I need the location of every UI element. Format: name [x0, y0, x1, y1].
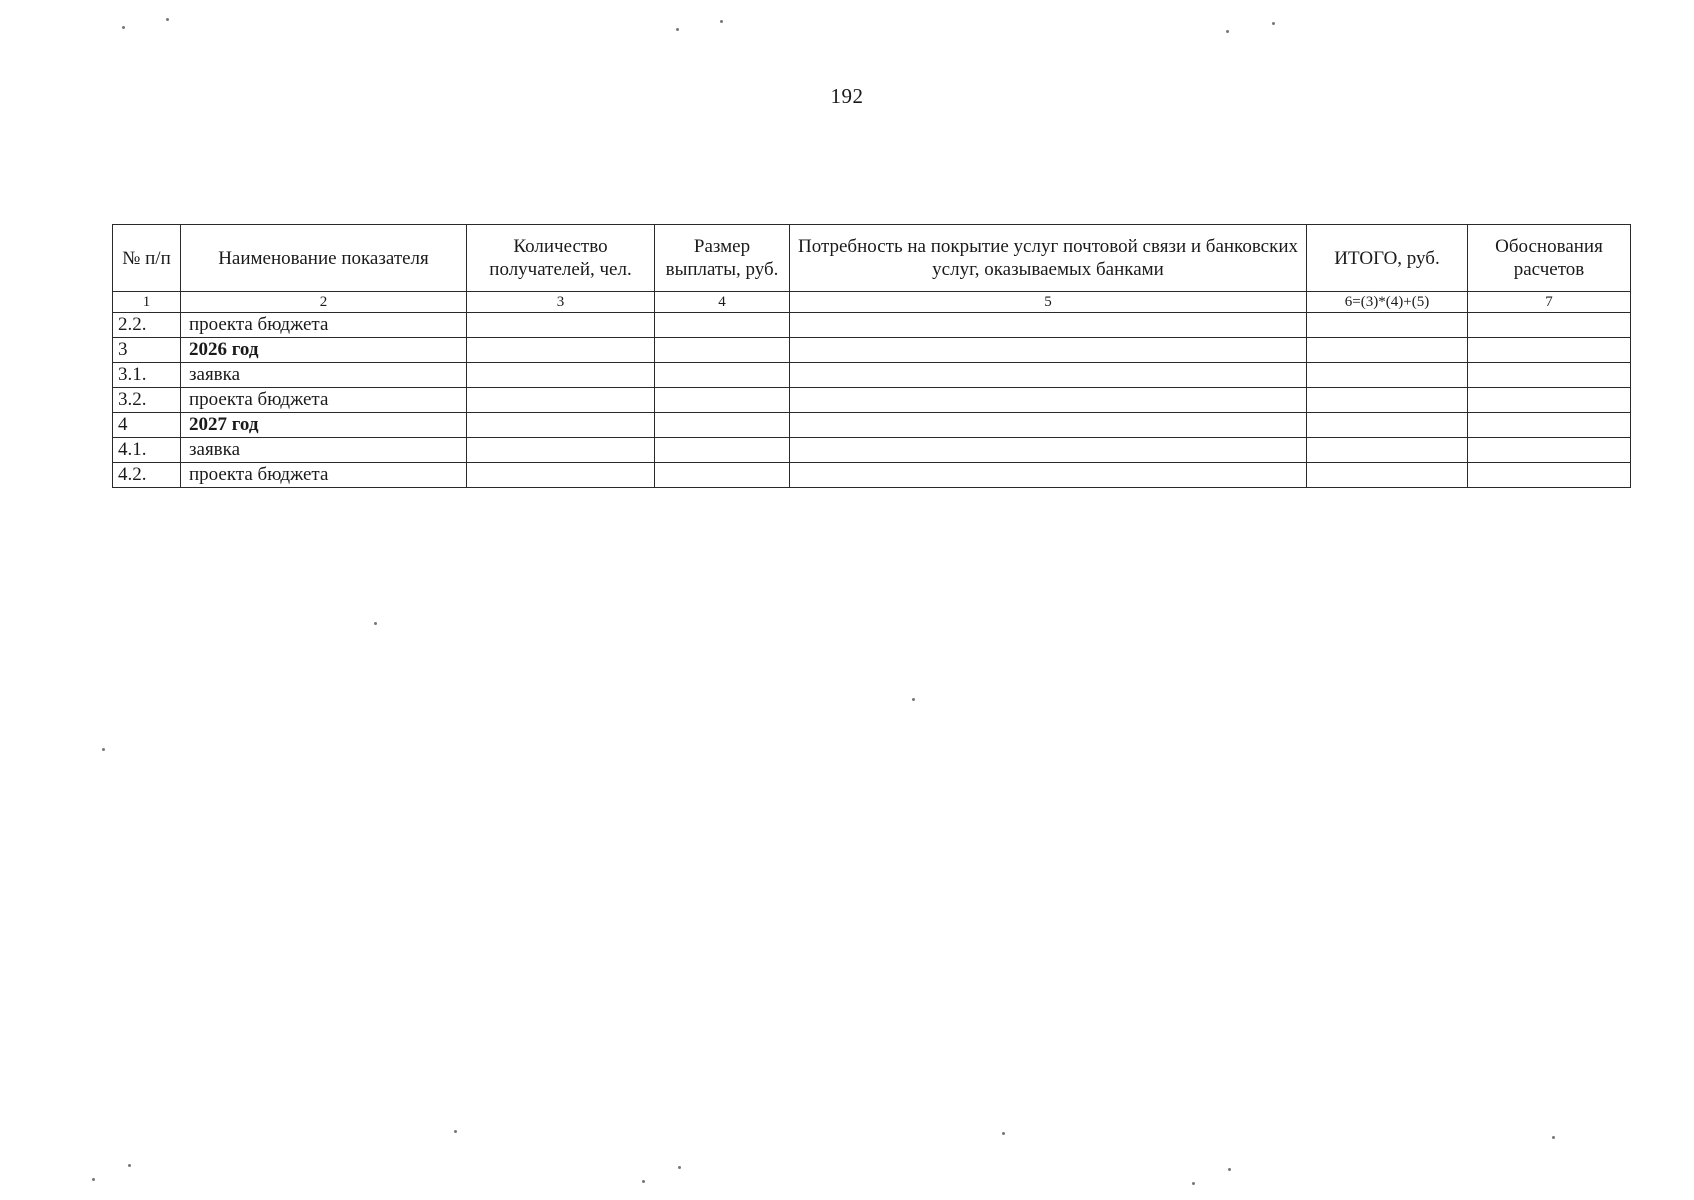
payment-cell	[655, 438, 790, 463]
total-cell	[1307, 388, 1468, 413]
header-recipients-count: Количество получателей, чел.	[467, 225, 655, 292]
recipients-cell	[467, 313, 655, 338]
header-number: № п/п	[113, 225, 181, 292]
scan-speck	[678, 1166, 681, 1169]
scan-speck	[122, 26, 125, 29]
justification-cell	[1468, 413, 1631, 438]
total-cell	[1307, 438, 1468, 463]
row-number: 3.1.	[113, 363, 181, 388]
scan-speck	[92, 1178, 95, 1181]
column-index: 1	[113, 292, 181, 313]
justification-cell	[1468, 313, 1631, 338]
table-row	[113, 388, 1631, 413]
scan-speck	[642, 1180, 645, 1183]
total-cell	[1307, 463, 1468, 488]
scan-speck	[102, 748, 105, 751]
row-number: 4	[113, 413, 181, 438]
scan-speck	[676, 28, 679, 31]
row-name: 2026 год	[181, 338, 467, 363]
scan-speck	[1226, 30, 1229, 33]
column-index: 6=(3)*(4)+(5)	[1307, 292, 1468, 313]
table-row	[113, 313, 1631, 338]
scan-speck	[1228, 1168, 1231, 1171]
column-index: 5	[790, 292, 1307, 313]
total-cell	[1307, 313, 1468, 338]
justification-cell	[1468, 388, 1631, 413]
column-index-row	[113, 292, 1631, 313]
column-index: 7	[1468, 292, 1631, 313]
budget-table	[112, 224, 1631, 488]
row-name: заявка	[181, 363, 467, 388]
page-number: 192	[830, 84, 864, 108]
recipients-cell	[467, 438, 655, 463]
services-cell	[790, 438, 1307, 463]
column-index: 4	[655, 292, 790, 313]
total-cell	[1307, 338, 1468, 363]
scan-speck	[1002, 1132, 1005, 1135]
scan-speck	[1192, 1182, 1195, 1185]
services-cell	[790, 388, 1307, 413]
table-row	[113, 363, 1631, 388]
row-number: 2.2.	[113, 313, 181, 338]
scan-speck	[1552, 1136, 1555, 1139]
services-cell	[790, 338, 1307, 363]
scan-speck	[128, 1164, 131, 1167]
header-justification: Обоснования расчетов	[1468, 225, 1631, 292]
column-index: 3	[467, 292, 655, 313]
row-number: 4.1.	[113, 438, 181, 463]
table-row	[113, 438, 1631, 463]
header-indicator-name: Наименование показателя	[181, 225, 467, 292]
row-name: 2027 год	[181, 413, 467, 438]
row-number: 4.2.	[113, 463, 181, 488]
services-cell	[790, 463, 1307, 488]
scan-speck	[912, 698, 915, 701]
payment-cell	[655, 463, 790, 488]
recipients-cell	[467, 363, 655, 388]
recipients-cell	[467, 338, 655, 363]
recipients-cell	[467, 413, 655, 438]
column-index: 2	[181, 292, 467, 313]
row-name: проекта бюджета	[181, 313, 467, 338]
scan-speck	[454, 1130, 457, 1133]
justification-cell	[1468, 438, 1631, 463]
total-cell	[1307, 363, 1468, 388]
payment-cell	[655, 313, 790, 338]
table-row	[113, 463, 1631, 488]
total-cell	[1307, 413, 1468, 438]
payment-cell	[655, 338, 790, 363]
services-cell	[790, 363, 1307, 388]
payment-cell	[655, 363, 790, 388]
row-name: проекта бюджета	[181, 463, 467, 488]
header-total: ИТОГО, руб.	[1307, 225, 1468, 292]
recipients-cell	[467, 463, 655, 488]
row-name: заявка	[181, 438, 467, 463]
scan-speck	[1272, 22, 1275, 25]
justification-cell	[1468, 463, 1631, 488]
scan-speck	[720, 20, 723, 23]
justification-cell	[1468, 363, 1631, 388]
header-services-need: Потребность на покрытие услуг почтовой связи и банковских услуг, оказываемых банками	[790, 225, 1307, 292]
services-cell	[790, 413, 1307, 438]
row-name: проекта бюджета	[181, 388, 467, 413]
table-row	[113, 338, 1631, 363]
services-cell	[790, 313, 1307, 338]
row-number: 3	[113, 338, 181, 363]
payment-cell	[655, 388, 790, 413]
table-row	[113, 413, 1631, 438]
recipients-cell	[467, 388, 655, 413]
table-header-row	[113, 225, 1631, 292]
justification-cell	[1468, 338, 1631, 363]
scan-speck	[374, 622, 377, 625]
payment-cell	[655, 413, 790, 438]
row-number: 3.2.	[113, 388, 181, 413]
header-payment-size: Размер выплаты, руб.	[655, 225, 790, 292]
scan-speck	[166, 18, 169, 21]
